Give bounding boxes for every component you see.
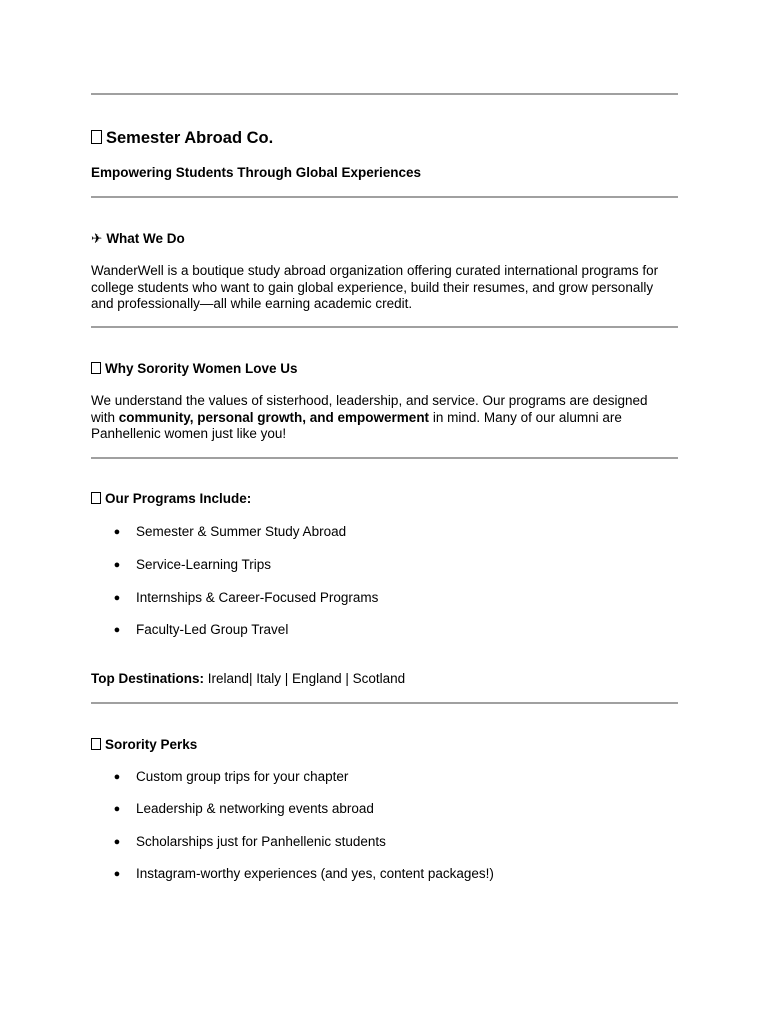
why-sorority-heading: Why Sorority Women Love Us xyxy=(105,361,298,376)
divider-2 xyxy=(91,326,678,328)
bullet-icon: ● xyxy=(113,803,121,815)
top-destinations xyxy=(91,671,405,688)
paragraph-line: We understand the values of sisterhood, leadership, and service. Our programs are designed xyxy=(91,393,648,408)
emphasis-text: community, personal growth, and empowerment xyxy=(118,409,430,425)
destinations-value: Ireland| Italy | England | Scotland xyxy=(204,671,406,686)
bullet-icon: ● xyxy=(113,771,121,783)
missing-glyph-icon xyxy=(91,362,101,374)
line-prefix: with xyxy=(91,409,119,425)
divider-4 xyxy=(91,702,678,704)
paragraph-line: WanderWell is a boutique study abroad organization offering curated international programs for xyxy=(91,263,659,278)
bullet-icon: ● xyxy=(113,624,121,636)
perks-heading-row xyxy=(91,737,197,754)
what-we-do-heading-row xyxy=(91,231,185,248)
list-item-text: Instagram-worthy experiences (and yes, content packages!) xyxy=(136,866,494,881)
bullet-icon: ● xyxy=(113,559,121,571)
paragraph-line: Panhellenic women just like you! xyxy=(91,426,287,441)
bullet-icon: ● xyxy=(113,836,121,848)
list-item-text: Semester & Summer Study Abroad xyxy=(136,524,347,539)
bullet-icon: ● xyxy=(113,592,121,604)
destinations-label: Top Destinations: xyxy=(91,671,204,686)
tagline: Empowering Students Through Global Experiences xyxy=(91,165,422,180)
list-item-text: Custom group trips for your chapter xyxy=(136,769,349,784)
list-item-text: Faculty-Led Group Travel xyxy=(136,622,289,637)
list-item-text: Leadership & networking events abroad xyxy=(136,801,374,816)
missing-glyph-icon xyxy=(91,130,102,144)
programs-heading: Our Programs Include: xyxy=(105,491,252,506)
page-title: Semester Abroad Co. xyxy=(106,129,274,147)
missing-glyph-icon xyxy=(91,492,101,504)
perks-heading: Sorority Perks xyxy=(105,737,198,752)
page-title-row xyxy=(91,130,273,147)
what-we-do-heading: What We Do xyxy=(106,231,185,246)
bullet-icon: ● xyxy=(113,868,121,880)
paragraph-line: and professionally—all while earning academic credit. xyxy=(91,296,413,311)
why-sorority-heading-row xyxy=(91,361,298,378)
list-item-text: Internships & Career-Focused Programs xyxy=(136,590,379,605)
divider-1 xyxy=(91,196,678,198)
list-item-text: Scholarships just for Panhellenic students xyxy=(136,834,386,849)
divider-3 xyxy=(91,457,678,459)
paragraph-line xyxy=(91,410,681,427)
missing-glyph-icon xyxy=(91,738,101,750)
programs-heading-row xyxy=(91,491,251,508)
paragraph-line: college students who want to gain global experience, build their resumes, and grow personally xyxy=(91,279,654,295)
line-suffix: in mind. Many of our alumni are xyxy=(429,409,622,425)
bullet-icon: ● xyxy=(113,526,121,538)
top-divider xyxy=(91,93,678,95)
why-sorority-paragraph xyxy=(91,393,681,443)
list-item-text: Service-Learning Trips xyxy=(136,557,272,572)
what-we-do-paragraph xyxy=(91,263,681,313)
airplane-icon: ✈ xyxy=(91,231,103,246)
